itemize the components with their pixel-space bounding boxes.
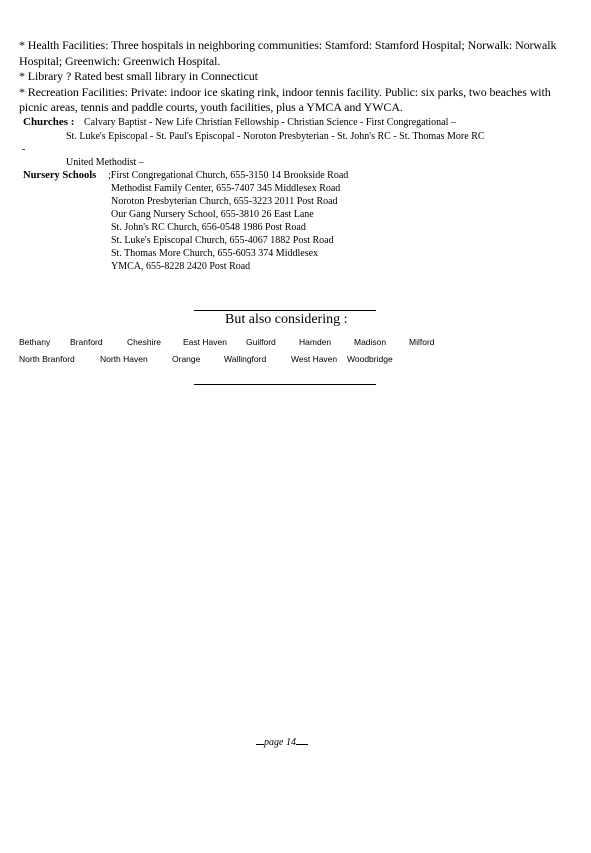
page-footer bbox=[256, 732, 308, 750]
nursery-item: ;First Congregational Church, 655-3150 14 Brookside Road bbox=[108, 170, 349, 181]
library-text: * Library ? Rated best small library in Connecticut bbox=[19, 69, 258, 83]
recreation-facilities-text: * Recreation Facilities: Private: indoor ice skating rink, indoor tennis facility. Public: six parks, two beaches with picnic areas, tennis and paddle courts, youth facilities, plus a YMCA and YWCA. bbox=[19, 84, 551, 114]
nursery-item: Noroton Presbyterian Church, 655-3223 2011 Post Road bbox=[111, 196, 338, 207]
considering-title: But also considering : bbox=[225, 312, 348, 327]
churches-line-1: Calvary Baptist - New Life Christian Fellowship - Christian Science - First Congregational – bbox=[84, 117, 456, 128]
town-name: East Haven bbox=[183, 337, 227, 347]
churches-line-2: St. Luke's Episcopal - St. Paul's Episcopal - Noroton Presbyterian - St. John's RC - St. Thomas More RC bbox=[66, 131, 485, 142]
town-name: Wallingford bbox=[224, 354, 267, 364]
nursery-schools-label: Nursery Schools bbox=[23, 170, 97, 181]
town-name: Cheshire bbox=[127, 337, 162, 347]
page-number: page 14 bbox=[264, 737, 296, 748]
divider-bottom bbox=[194, 384, 376, 385]
town-name: Woodbridge bbox=[347, 354, 393, 364]
town-name: Milford bbox=[409, 337, 435, 347]
town-name: Guilford bbox=[246, 337, 276, 347]
footer-rule-right bbox=[296, 744, 308, 745]
footer-rule-left bbox=[256, 744, 264, 745]
facilities-section bbox=[19, 38, 571, 116]
nursery-item: St. John's RC Church, 656-0548 1986 Post Road bbox=[111, 222, 306, 233]
nursery-item: Methodist Family Center, 655-7407 345 Middlesex Road bbox=[111, 183, 341, 194]
town-name: Bethany bbox=[19, 337, 51, 347]
nursery-item: YMCA, 655-8228 2420 Post Road bbox=[111, 261, 251, 272]
town-name: Branford bbox=[70, 337, 103, 347]
divider-top bbox=[194, 310, 376, 311]
churches-label: Churches : bbox=[23, 116, 75, 128]
town-name: West Haven bbox=[291, 354, 338, 364]
nursery-item: Our Gang Nursery School, 655-3810 26 East Lane bbox=[111, 209, 314, 220]
town-name: North Haven bbox=[100, 354, 148, 364]
town-name: Madison bbox=[354, 337, 387, 347]
town-name: North Branford bbox=[19, 354, 75, 364]
nursery-item: St. Thomas More Church, 655-6053 374 Middlesex bbox=[111, 248, 319, 259]
churches-line-3: United Methodist – bbox=[66, 157, 144, 168]
nursery-item: St. Luke's Episcopal Church, 655-4067 1882 Post Road bbox=[111, 235, 334, 246]
churches-dash: - bbox=[22, 144, 26, 155]
town-name: Hamden bbox=[299, 337, 332, 347]
town-name: Orange bbox=[172, 354, 201, 364]
health-facilities-text: * Health Facilities: Three hospitals in neighboring communities: Stamford: Stamford Hospital; Norwalk: Norwalk Hospital; Greenwich: Greenwich Hospital. bbox=[19, 38, 557, 68]
